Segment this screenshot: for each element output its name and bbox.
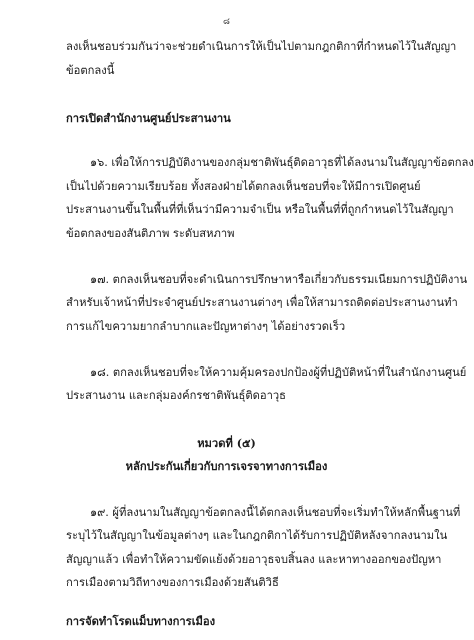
paragraph-18-line-2: ประสานงาน และกลุ่มองค์กรชาติพันธุ์ติดอาวุธ [66,389,286,402]
paragraph-17-line-3: การแก้ไขความยากลำบากและปัญหาต่างๆ ได้อย่างรวดเร็ว [66,320,346,333]
paragraph-17-line-2: สำหรับเจ้าหน้าที่ประจำศูนย์ประสานงานต่างๆ เพื่อให้สามารถติดต่อประสานงานทำ [66,296,458,309]
paragraph-18-line-1: ๑๘. ตกลงเห็นชอบที่จะให้ความคุ้มครองปกป้องผู้ที่ปฏิบัติหน้าที่ในสำนักงานศูนย์ [90,366,467,379]
paragraph-16-line-2: เป็นไปด้วยความเรียบร้อย ทั้งสองฝ่ายได้ตกลงเห็นชอบที่จะให้มีการเปิดศูนย์ [66,180,421,193]
intro-line-1: ลงเห็นชอบร่วมกันว่าจะช่วยดำเนินการให้เป็นไปตามกฎกติกาที่กำหนดไว้ในสัญญา [66,40,457,53]
paragraph-19-line-2: ระบุไว้ในสัญญาในข้อมูลต่างๆ และในกฎกติกาได้รับการปฏิบัติหลังจากลงนามใน [66,529,448,542]
section-heading-roadmap: การจัดทำโรดแม็บทางการเมือง [66,614,216,628]
chapter-title: หมวดที่ (๕) [197,436,256,450]
paragraph-16-line-4: ข้อตกลงของสันติภาพ ระดับสหภาพ [66,227,235,240]
section-heading-office: การเปิดสำนักงานศูนย์ประสานงาน [66,111,231,125]
intro-line-2: ข้อตกลงนี้ [66,64,115,77]
paragraph-19-line-1: ๑๙. ผู้ที่ลงนามในสัญญาข้อตกลงนี้ได้ตกลงเห็นชอบที่จะเริ่มทำให้หลักพื้นฐานที่ [90,506,461,519]
paragraph-16-line-3: ประสานงานขึ้นในพื้นที่ที่เห็นว่ามีความจำเป็น หรือในพื้นที่ที่ถูกกำหนดไว้ในสัญญา [66,203,454,216]
paragraph-17-line-1: ๑๗. ตกลงเห็นชอบที่จะดำเนินการปรึกษาหารือเกี่ยวกับธรรมเนียมการปฏิบัติงาน [90,273,468,286]
page-number: ๘ [223,17,230,27]
paragraph-19-line-4: การเมืองตามวิถีทางของการเมืองด้วยสันติวิธี [66,576,279,589]
paragraph-16-line-1: ๑๖. เพื่อให้การปฏิบัติงานของกลุ่มชาติพันธุ์ติดอาวุธที่ได้ลงนามในสัญญาข้อตกลง [90,156,474,169]
paragraph-19-line-3: สัญญาแล้ว เพื่อทำให้ความขัดแย้งด้วยอาวุธจบสิ้นลง และหาทางออกของปัญหา [66,553,442,566]
chapter-subtitle: หลักประกันเกี่ยวกับการเจรจาทางการเมือง [125,459,328,473]
